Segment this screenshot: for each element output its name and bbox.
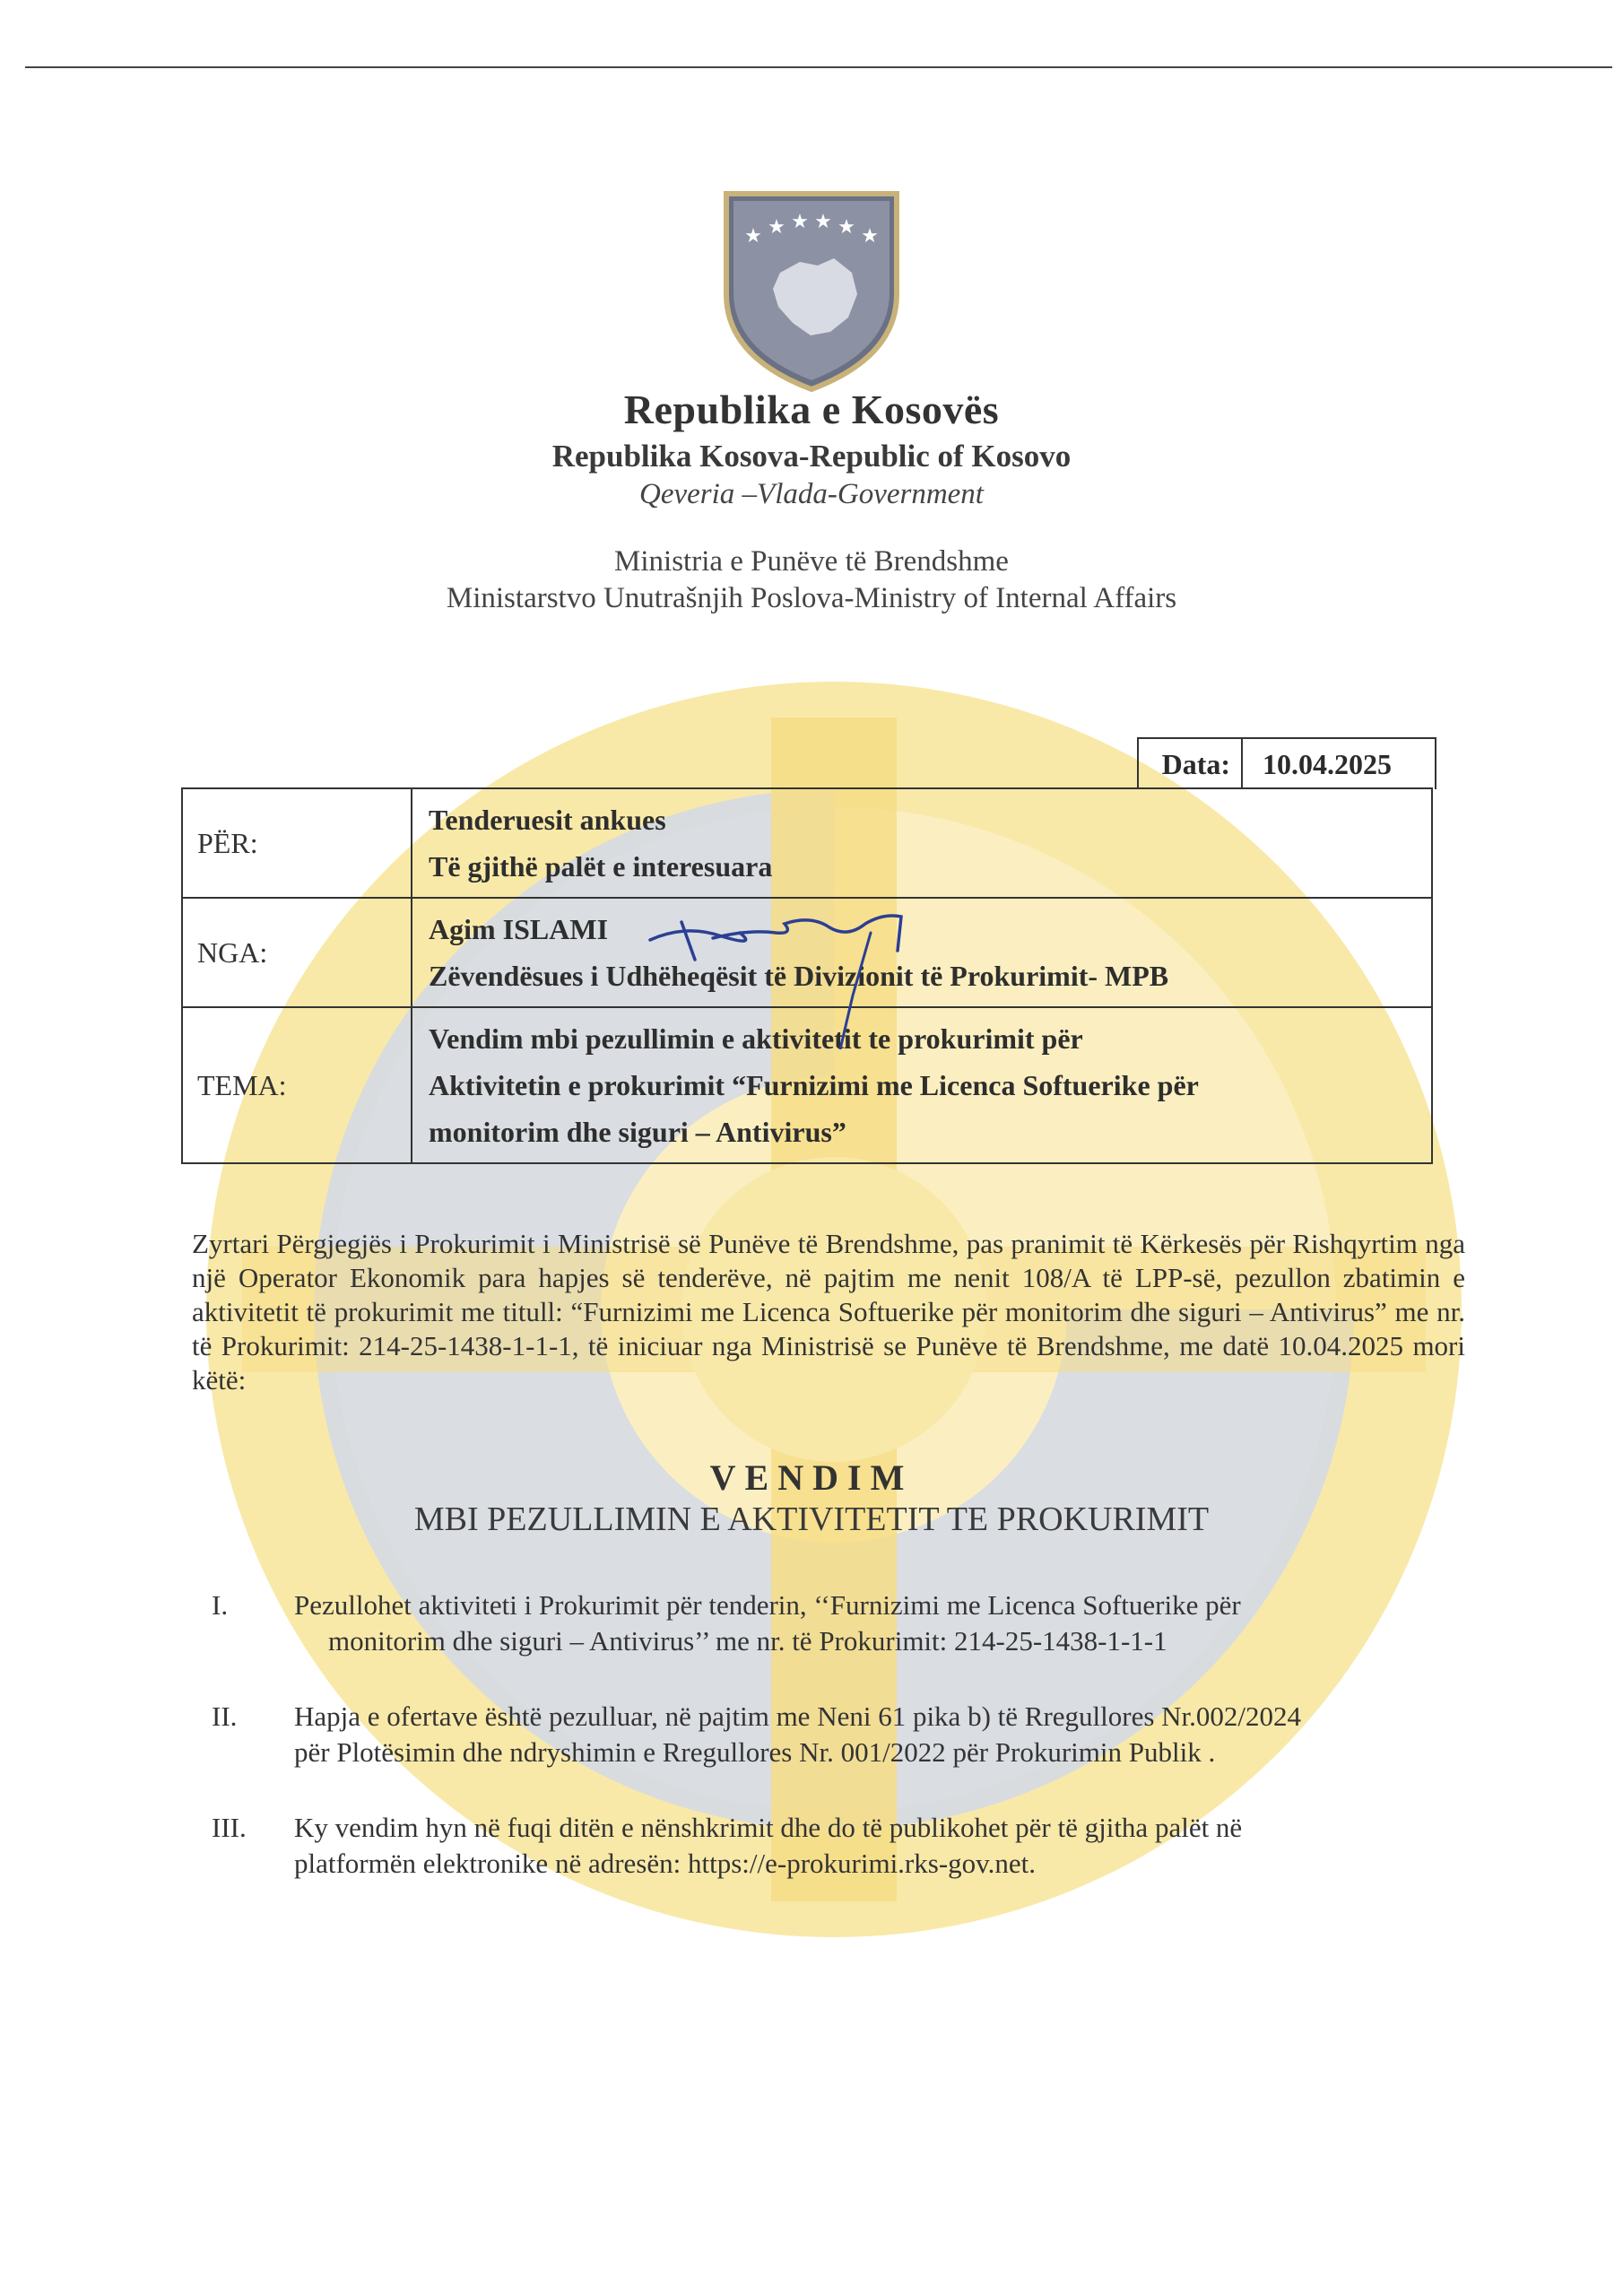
tema-label: TEMA: <box>182 1007 412 1163</box>
item-text-line-1: Pezullohet aktiviteti i Prokurimit për tenderin, ‘‘Furnizimi me Licenca Softuerike për <box>294 1589 1241 1621</box>
letterhead <box>0 386 1623 615</box>
list-item <box>212 1587 1467 1659</box>
item-text-line-1: Ky vendim hyn në fuqi ditën e nënshkrimit dhe do të publikohet për të gjitha palët në <box>294 1812 1243 1843</box>
body-paragraph: Zyrtari Përgjegjës i Prokurimit i Ministrisë së Punëve të Brendshme, pas pranimit të Kërkesës për Rishqyrtim nga një Operator Ekonomik para hapjes së tenderëve, në pajtim me nenit 108/A të LPP-së, pezullon zbatimin e aktivitetit të prokurimit me titull: “Furnizimi me Licenca Softuerike për monitorim dhe siguri – Antivirus” me nr. të Prokurimit: 214-25-1438-1-1-1, të iniciuar nga Ministrisë se Punëve të Brendshme, me datë 10.04.2025 mori këtë: <box>192 1228 1465 1396</box>
ministry-name-multilingual: Ministarstvo Unutrašnjih Poslova-Ministry of Internal Affairs <box>446 582 1177 614</box>
svg-text:★: ★ <box>861 225 879 248</box>
item-number: III. <box>212 1812 247 1843</box>
per-line-2: Të gjithë palët e interesuara <box>429 850 773 883</box>
country-name-multilingual: Republika Kosova-Republic of Kosovo <box>551 439 1072 474</box>
item-text-line-2: monitorim dhe siguri – Antivirus’’ me nr. të Prokurimit: 214-25-1438-1-1-1 <box>328 1625 1167 1657</box>
decision-title: VENDIM <box>709 1457 914 1498</box>
per-label: PËR: <box>182 788 412 898</box>
decision-subtitle: MBI PEZULLIMIN E AKTIVITETIT TE PROKURIMIT <box>413 1500 1210 1538</box>
date-label: Data: <box>1139 739 1243 789</box>
tema-line-2: Aktivitetin e prokurimit “Furnizimi me Licenca Softuerike për <box>429 1069 1199 1101</box>
item-number: I. <box>212 1589 229 1621</box>
kosovo-coat-of-arms-icon <box>717 187 906 395</box>
date-box <box>1137 737 1436 789</box>
tema-line-3: monitorim dhe siguri – Antivirus” <box>429 1116 846 1148</box>
list-item <box>212 1810 1467 1882</box>
nga-line-2: Zëvendësues i Udhëheqësit të Divizionit të Prokurimit- MPB <box>429 960 1169 992</box>
ministry-name: Ministria e Punëve të Brendshme <box>614 545 1009 578</box>
signature-icon <box>632 897 928 1049</box>
per-value <box>412 788 1432 898</box>
svg-text:★: ★ <box>744 225 762 248</box>
country-name: Republika e Kosovës <box>623 387 1000 432</box>
government-line: Qeveria –Vlada-Government <box>639 478 984 510</box>
nga-label: NGA: <box>182 898 412 1007</box>
svg-text:★: ★ <box>814 211 832 233</box>
nga-line-1: Agim ISLAMI <box>429 913 609 945</box>
tema-line-1: Vendim mbi pezullimin e aktivitetit te prokurimit për <box>429 1022 1083 1055</box>
table-row <box>182 788 1432 898</box>
date-value: 10.04.2025 <box>1263 747 1392 780</box>
item-text-line-2: për Plotësimin dhe ndryshimin e Rregullores Nr. 001/2022 për Prokurimin Publik . <box>294 1736 1216 1768</box>
svg-text:★: ★ <box>768 216 785 239</box>
item-text-line-1: Hapja e ofertave është pezulluar, në pajtim me Neni 61 pika b) të Rregullores Nr.002/2024 <box>294 1700 1302 1732</box>
top-rule <box>25 66 1612 68</box>
svg-text:★: ★ <box>838 216 855 239</box>
item-number: II. <box>212 1700 238 1732</box>
list-item <box>212 1699 1467 1770</box>
item-text-line-2: platformën elektronike në adresën: https://e-prokurimi.rks-gov.net. <box>294 1848 1036 1879</box>
per-line-1: Tenderuesit ankues <box>429 804 666 836</box>
svg-text:★: ★ <box>791 211 809 233</box>
